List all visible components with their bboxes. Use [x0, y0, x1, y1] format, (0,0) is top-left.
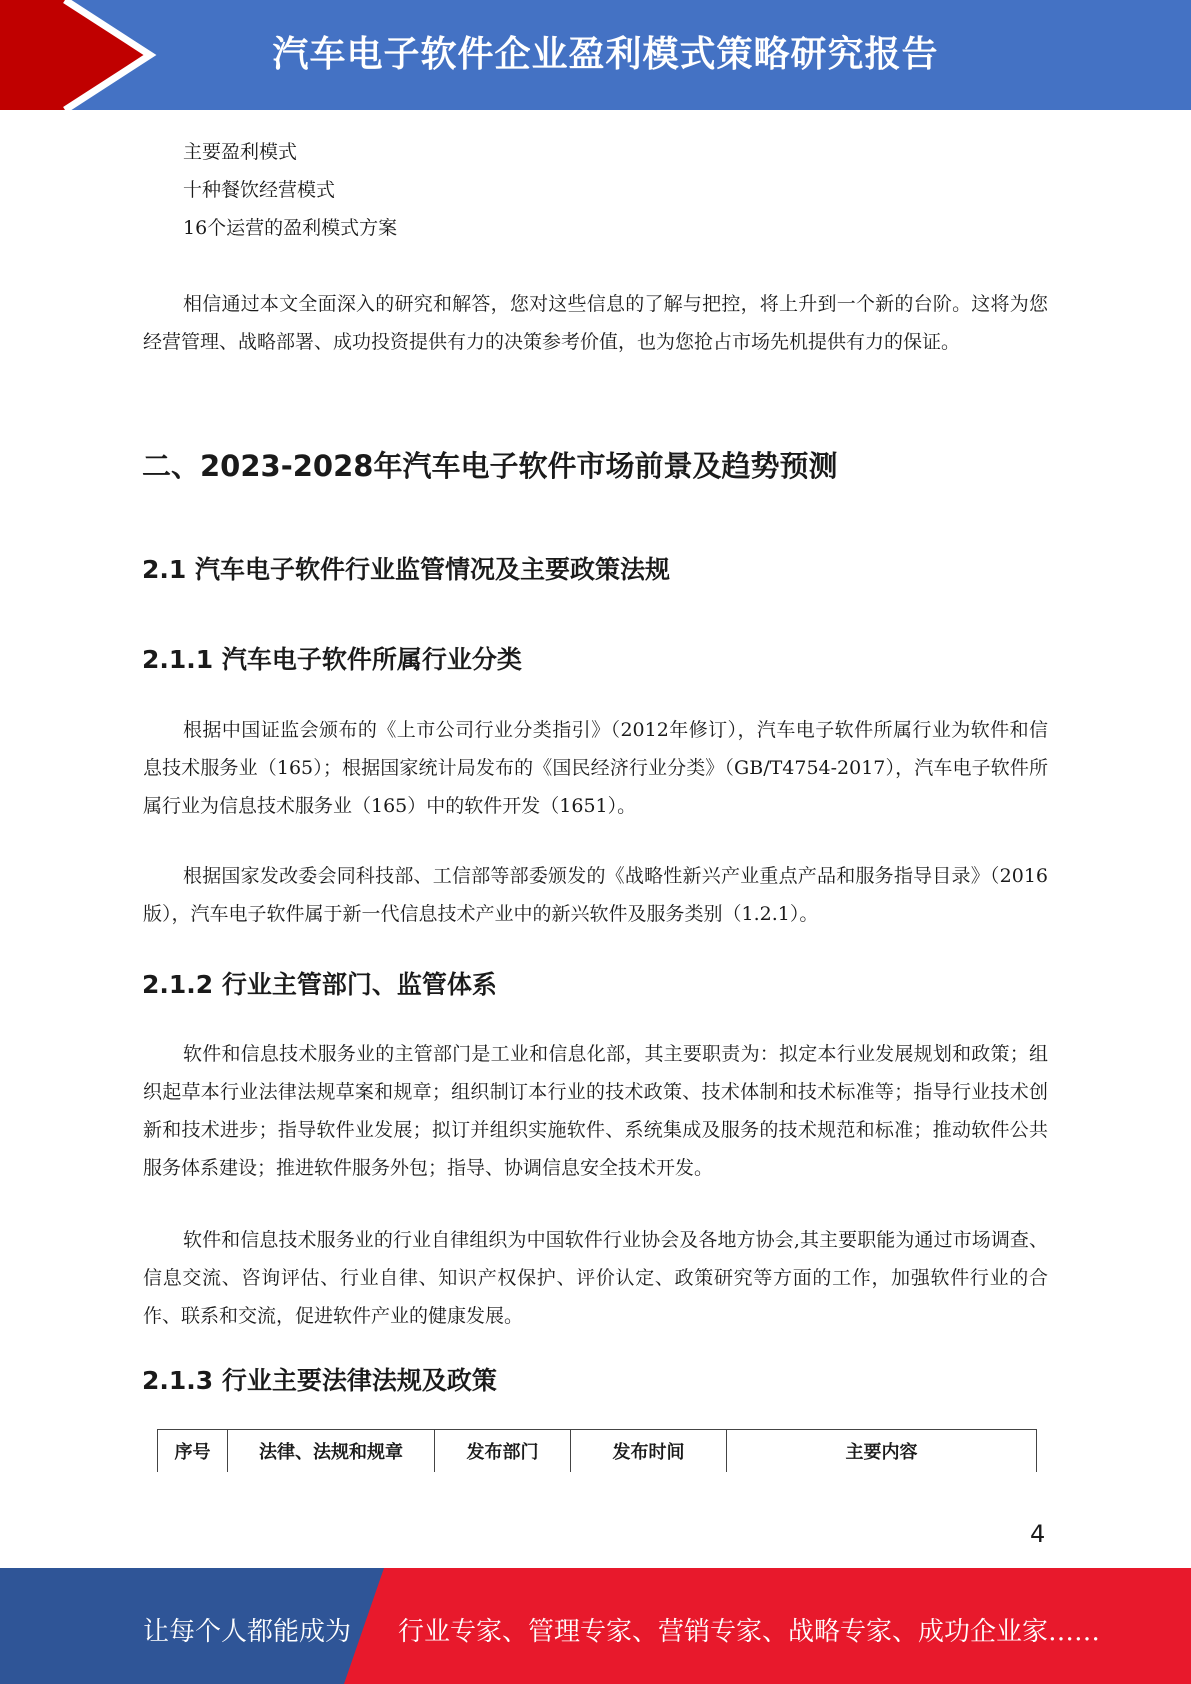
report-title: 汽车电子软件企业盈利模式策略研究报告: [272, 34, 939, 75]
page-number: 4: [1030, 1520, 1046, 1548]
list-item: 16个运营的盈利模式方案: [183, 217, 398, 239]
paragraph: 根据中国证监会颁布的《上市公司行业分类指引》（2012年修订），汽车电子软件所属行业为软件和信息技术服务业（165）；根据国家统计局发布的《国民经济行业分类》（GB/T4754-2017），汽车电子软件所属行业为信息技术服务业（165）中的软件开发（1651）。: [143, 719, 1048, 817]
paragraph: 软件和信息技术服务业的行业自律组织为中国软件行业协会及各地方协会,其主要职能为通过市场调查、信息交流、咨询评估、行业自律、知识产权保护、评价认定、政策研究等方面的工作，加强软件行业的合作、联系和交流，促进软件产业的健康发展。: [143, 1229, 1048, 1327]
list-item: 主要盈利模式: [183, 141, 298, 163]
footer-banner: [0, 1568, 1191, 1684]
table-header-cell: 发布时间: [571, 1430, 727, 1473]
footer-slogan-left: 让每个人都能成为: [143, 1617, 352, 1647]
section-heading: 二、2023-2028年汽车电子软件市场前景及趋势预测: [142, 449, 838, 483]
footer-slogan-right: 行业专家、管理专家、营销专家、战略专家、成功企业家……: [398, 1617, 1101, 1647]
subsection-heading: 2.1 汽车电子软件行业监管情况及主要政策法规: [142, 555, 670, 584]
header-banner: [0, 0, 1191, 110]
regulations-table: [157, 1429, 1037, 1472]
paragraph: 软件和信息技术服务业的主管部门是工业和信息化部，其主要职责为：拟定本行业发展规划和政策；组织起草本行业法律法规草案和规章；组织制订本行业的技术政策、技术体制和技术标准等；指导行业技术创新和技术进步；指导软件业发展；拟订并组织实施软件、系统集成及服务的技术规范和标准；推动软件公共服务体系建设；推进软件服务外包；指导、协调信息安全技术开发。: [143, 1043, 1048, 1179]
table-header-cell: 法律、法规和规章: [228, 1430, 435, 1473]
subsection-heading: 2.1.1 汽车电子软件所属行业分类: [142, 645, 522, 674]
table-header-cell: 主要内容: [727, 1430, 1037, 1473]
subsection-heading: 2.1.3 行业主要法律法规及政策: [142, 1366, 497, 1395]
intro-paragraph: 相信通过本文全面深入的研究和解答，您对这些信息的了解与把控，将上升到一个新的台阶。这将为您经营管理、战略部署、成功投资提供有力的决策参考价值，也为您抢占市场先机提供有力的保证。: [143, 293, 1048, 353]
subsection-heading: 2.1.2 行业主管部门、监管体系: [142, 970, 497, 999]
table-header-row: [158, 1430, 1037, 1473]
table-header-cell: 发布部门: [435, 1430, 571, 1473]
paragraph: 根据国家发改委会同科技部、工信部等部委颁发的《战略性新兴产业重点产品和服务指导目录》（2016版），汽车电子软件属于新一代信息技术产业中的新兴软件及服务类别（1.2.1）。: [143, 865, 1048, 925]
table-header-cell: 序号: [158, 1430, 228, 1473]
list-item: 十种餐饮经营模式: [183, 179, 336, 201]
